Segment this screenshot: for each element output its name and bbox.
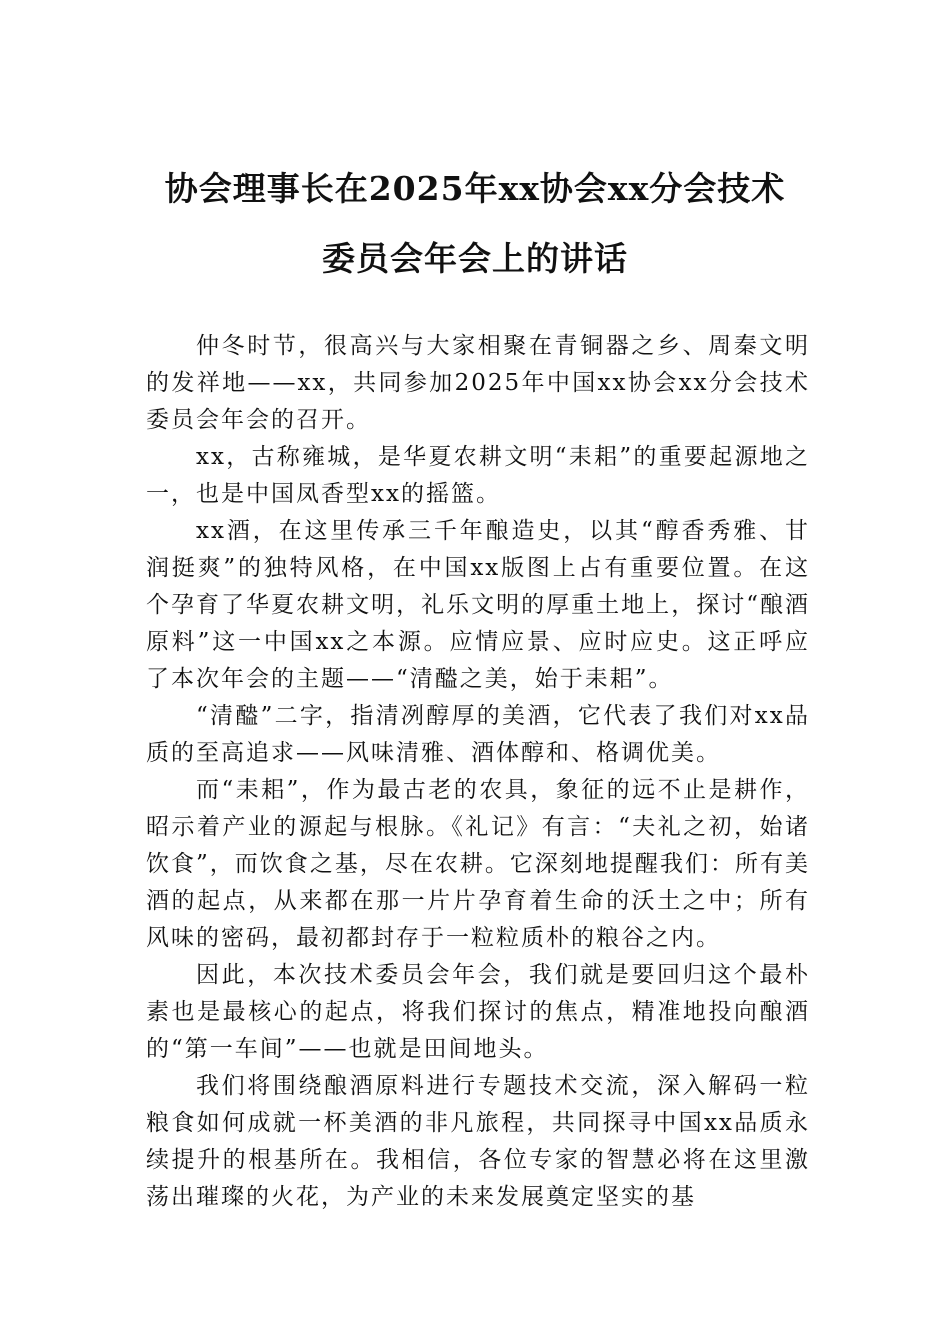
paragraph: 因此，本次技术委员会年会，我们就是要回归这个最朴素也是最核心的起点，将我们探讨的焦点，精准地投向酿酒的“第一车间”——也就是田间地头。 [146, 962, 810, 1062]
paragraph: 而“耒耜”，作为最古老的农具，象征的远不止是耕作，昭示着产业的源起与根脉。《礼记》有言：“夫礼之初，始诸饮食”，而饮食之基，尽在农耕。它深刻地提醒我们：所有美酒的起点，从来都在那一片片孕育着生命的沃土之中；所有风味的密码，最初都封存于一粒粒质朴的粮谷之内。 [146, 777, 810, 951]
paragraph: xx酒，在这里传承三千年酿造史，以其“醇香秀雅、甘润挺爽”的独特风格，在中国xx版图上占有重要位置。在这个孕育了华夏农耕文明，礼乐文明的厚重土地上，探讨“酿酒原料”这一中国xx之本源。应情应景、应时应史。这正呼应了本次年会的主题——“清醠之美，始于耒耜”。 [146, 518, 810, 692]
document-title-line2: 委员会年会上的讲话 [322, 239, 628, 278]
paragraph: 仲冬时节，很高兴与大家相聚在青铜器之乡、周秦文明的发祥地——xx，共同参加2025年中国xx协会xx分会技术委员会年会的召开。 [146, 333, 810, 433]
document-body [146, 328, 810, 1216]
paragraph: “清醠”二字，指清冽醇厚的美酒，它代表了我们对xx品质的至高追求——风味清雅、酒体醇和、格调优美。 [146, 703, 810, 766]
paragraph: xx，古称雍城，是华夏农耕文明“耒耜”的重要起源地之一，也是中国凤香型xx的摇篮。 [146, 444, 810, 507]
document-title-line1: 协会理事长在2025年xx协会xx分会技术 [164, 169, 786, 208]
paragraph: 我们将围绕酿酒原料进行专题技术交流，深入解码一粒粮食如何成就一杯美酒的非凡旅程，共同探寻中国xx品质永续提升的根基所在。我相信，各位专家的智慧必将在这里激荡出璀璨的火花，为产业的未来发展奠定坚实的基 [146, 1073, 810, 1210]
